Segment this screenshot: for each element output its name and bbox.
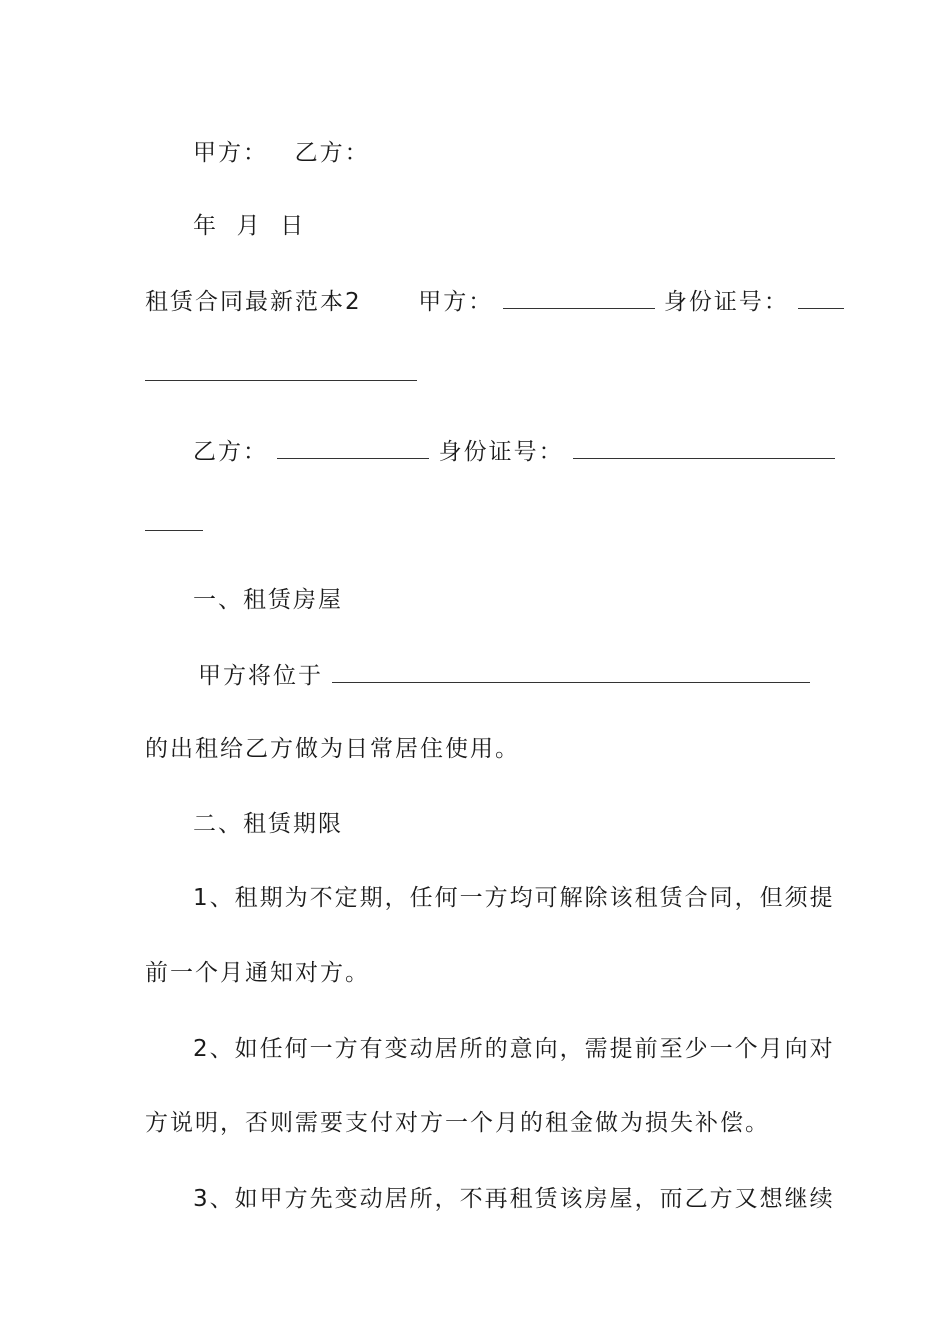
section1-text-part1: 甲方将位于 (198, 663, 323, 689)
party-b-signature-label: 乙方： (294, 140, 370, 166)
section2-item1-line2: 前一个月通知对方。 (145, 960, 370, 986)
party-b-label: 乙方： (193, 439, 268, 465)
id-continuation-1 (145, 358, 417, 389)
party-b-line (193, 436, 835, 467)
id-label-1: 身份证号： (663, 289, 789, 315)
section2-item1-line1: 1、租期为不定期，任何一方均可解除该租赁合同，但须提 (193, 885, 835, 911)
section2-item2-line2: 方说明，否则需要支付对方一个月的租金做为损失补偿。 (145, 1110, 770, 1136)
id-blank-1b (145, 358, 417, 381)
id-continuation-2 (145, 508, 203, 539)
section1-text-line1 (198, 660, 810, 691)
section2-item2-line1: 2、如任何一方有变动居所的意向，需提前至少一个月向对 (193, 1036, 835, 1062)
id-blank-2a (573, 436, 835, 459)
section1-heading: 一、租赁房屋 (193, 587, 343, 613)
address-blank (332, 660, 810, 683)
id-label-2: 身份证号： (438, 439, 564, 465)
date-line: 年 月 日 (193, 213, 306, 239)
party-a-blank (503, 286, 655, 309)
party-b-blank (277, 436, 429, 459)
signature-line (193, 138, 370, 168)
title-party-a-line (145, 286, 844, 317)
template-title: 租赁合同最新范本2 (145, 289, 362, 315)
section2-item3-line1: 3、如甲方先变动居所，不再租赁该房屋，而乙方又想继续 (193, 1186, 835, 1212)
party-a-signature-label: 甲方： (193, 140, 268, 166)
section1-text-line2: 的出租给乙方做为日常居住使用。 (145, 736, 520, 762)
party-a-label: 甲方： (418, 289, 494, 315)
section2-heading: 二、租赁期限 (193, 811, 343, 837)
id-blank-1a (798, 286, 844, 309)
id-blank-2b (145, 508, 203, 531)
